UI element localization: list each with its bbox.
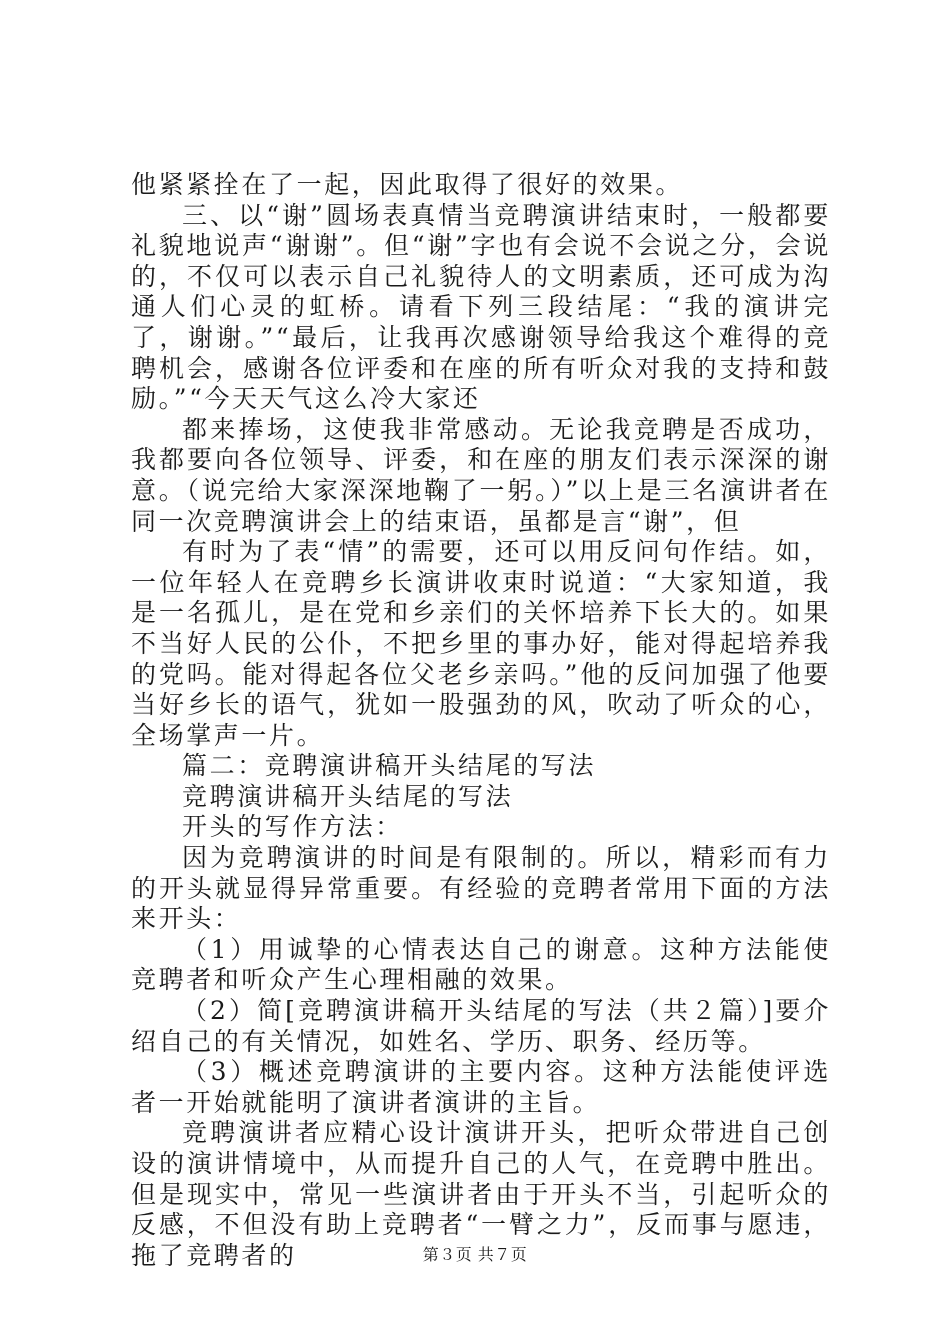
list-item: （3）概述竞聘演讲的主要内容。这种方法能使评选者一开始就能明了演讲者演讲的主旨。: [131, 1057, 831, 1117]
paragraph: 竞聘演讲者应精心设计演讲开头，把听众带进自己创设的演讲情境中，从而提升自己的人气，在竞聘中胜出。但是现实中，常见一些演讲者由于开头不当，引起听众的反感，不但没有助上竞聘者“一臂之力”，反而事与愿违，拖了竞聘者的: [131, 1118, 831, 1270]
paragraph: 都来捧场，这使我非常感动。无论我竞聘是否成功，我都要向各位领导、评委，和在座的朋友们表示深深的谢意。（说完给大家深深地鞠了一躬。）”以上是三名演讲者在同一次竞聘演讲会上的结束语，虽都是言“谢”，但: [131, 414, 831, 536]
paragraph: 三、以“谢”圆场表真情当竞聘演讲结束时，一般都要礼貌地说声“谢谢”。但“谢”字也有会说不会说之分，会说的，不仅可以表示自己礼貌待人的文明素质，还可成为沟通人们心灵的虹桥。请看下列三段结尾：“我的演讲完了，谢谢。”“最后，让我再次感谢领导给我这个难得的竞聘机会，感谢各位评委和在座的所有听众对我的支持和鼓励。”“今天天气这么冷大家还: [131, 200, 831, 414]
page-number-footer: 第３页 共７页: [422, 1245, 528, 1264]
paragraph: 有时为了表“情”的需要，还可以用反问句作结。如，一位年轻人在竞聘乡长演讲收束时说道：“大家知道，我是一名孤儿，是在党和乡亲们的关怀培养下长大的。如果不当好人民的公仆，不把乡里的事办好，能对得起培养我的党吗。能对得起各位父老乡亲吗。”他的反问加强了他要当好乡长的语气，犹如一股强劲的风，吹动了听众的心，全场掌声一片。: [131, 537, 831, 750]
list-item: （2）简[竞聘演讲稿开头结尾的写法（共２篇）]要介绍自己的有关情况，如姓名、学历、职务、经历等。: [131, 996, 831, 1056]
section-heading: 篇二：竞聘演讲稿开头结尾的写法: [182, 751, 597, 781]
paragraph: 因为竞聘演讲的时间是有限制的。所以，精彩而有力的开头就显得异常重要。有经验的竞聘者常用下面的方法来开头：: [131, 843, 831, 934]
section-title: 竞聘演讲稿开头结尾的写法: [182, 781, 514, 811]
paragraph: 他紧紧拴在了一起，因此取得了很好的效果。: [131, 170, 684, 199]
document-body: [131, 170, 831, 1271]
list-item: （1）用诚挚的心情表达自己的谢意。这种方法能使竞聘者和听众产生心理相融的效果。: [131, 934, 831, 995]
subheading: 开头的写作方法：: [182, 812, 403, 842]
